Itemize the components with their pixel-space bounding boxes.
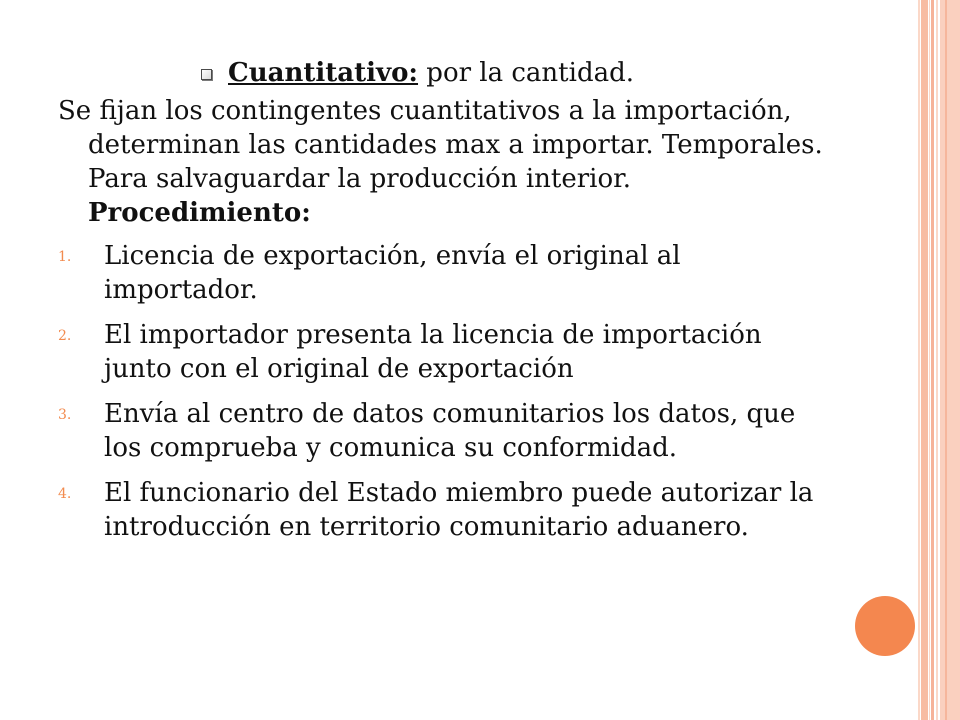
slide-content bbox=[58, 56, 828, 555]
list-item bbox=[58, 476, 828, 544]
list-item bbox=[58, 318, 828, 386]
stripe-5 bbox=[936, 0, 938, 720]
heading-rest: por la cantidad. bbox=[426, 58, 634, 88]
stripe-3 bbox=[929, 0, 930, 720]
list-item bbox=[58, 239, 828, 307]
list-number: 2. bbox=[58, 328, 72, 344]
stripe-6 bbox=[940, 0, 960, 720]
list-text: Licencia de exportación, envía el original al importador. bbox=[104, 241, 681, 305]
intro-paragraph bbox=[58, 94, 828, 230]
intro-bold: Procedimiento: bbox=[88, 198, 311, 228]
heading-term: Cuantitativo: bbox=[228, 58, 419, 88]
stripe-7 bbox=[945, 0, 947, 720]
intro-text: Se fijan los contingentes cuantitativos a la importación, determinan las cantidades max a importar. Temporales. Para salvaguardar la producción interior. bbox=[58, 96, 823, 194]
list-text: Envía al centro de datos comunitarios los datos, que los comprueba y comunica su conformidad. bbox=[104, 399, 796, 463]
list-item bbox=[58, 397, 828, 465]
stripe-1 bbox=[918, 0, 920, 720]
list-number: 4. bbox=[58, 486, 72, 502]
stripe-4 bbox=[931, 0, 934, 720]
list-text: El funcionario del Estado miembro puede autorizar la introducción en territorio comunitario aduanero. bbox=[104, 478, 814, 542]
stripe-2 bbox=[921, 0, 928, 720]
procedure-list bbox=[58, 239, 828, 544]
list-number: 3. bbox=[58, 407, 72, 423]
heading-line bbox=[58, 56, 828, 90]
list-number: 1. bbox=[58, 249, 72, 265]
list-text: El importador presenta la licencia de importación junto con el original de exportación bbox=[104, 320, 762, 384]
orange-circle-decoration bbox=[855, 596, 915, 656]
square-bullet-icon bbox=[201, 69, 212, 80]
